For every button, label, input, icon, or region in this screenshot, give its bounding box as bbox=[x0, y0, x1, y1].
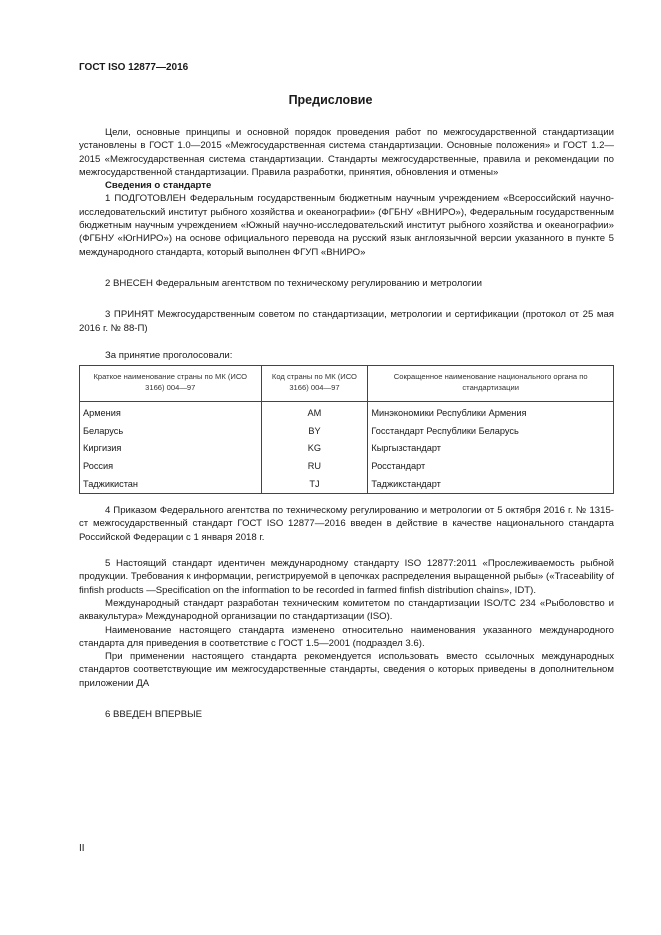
country-code: RU bbox=[261, 458, 368, 476]
country-code: AM bbox=[261, 402, 368, 423]
standards-body: Таджикстандарт bbox=[368, 476, 614, 494]
column-header-code: Код страны по МК (ИСО 3166) 004—97 bbox=[261, 366, 368, 402]
page-number: II bbox=[79, 843, 85, 854]
voting-table bbox=[79, 365, 614, 494]
table-row bbox=[80, 402, 614, 423]
standards-body: Росстандарт bbox=[368, 458, 614, 476]
item-4: 4 Приказом Федерального агентства по техническому регулированию и метрологии от 5 октября 2016 г. № 1315-ст межгосударственный стандарт ГОСТ ISO 12877—2016 введен в действие в качестве национального стандарта Российской Федерации с 1 января 2018 г. bbox=[79, 505, 614, 543]
country-name: Киргизия bbox=[80, 440, 262, 458]
item-5-references: При применении настоящего стандарта рекомендуется использовать вместо ссылочных международных стандартов соответствующие им межгосударственные стандарты, сведения о которых приведены в дополнительном приложении ДА bbox=[79, 651, 614, 689]
country-name: Беларусь bbox=[80, 423, 262, 441]
table-row bbox=[80, 423, 614, 441]
table-row bbox=[80, 458, 614, 476]
page-title: Предисловие bbox=[288, 93, 373, 107]
column-header-body: Сокращенное наименование национального органа по стандартизации bbox=[368, 366, 614, 402]
section-title: Сведения о стандарте bbox=[105, 180, 212, 192]
item-5: 5 Настоящий стандарт идентичен международному стандарту ISO 12877:2011 «Прослеживаемость рыбной продукции. Требования к информации, регистрируемой в цепочках распределения выращенной рыбы» («Traceability of finfish products —Specification on the information to be recorded in farmed finfish distribution chains», IDT). bbox=[79, 558, 614, 596]
item-2: 2 ВНЕСЕН Федеральным агентством по техническому регулированию и метрологии bbox=[105, 277, 483, 289]
item-6: 6 ВВЕДЕН ВПЕРВЫЕ bbox=[105, 708, 203, 720]
table-row bbox=[80, 440, 614, 458]
standards-body: Госстандарт Республики Беларусь bbox=[368, 423, 614, 441]
standards-body: Минэкономики Республики Армения bbox=[368, 402, 614, 423]
intro-paragraph: Цели, основные принципы и основной порядок проведения работ по межгосударственной стандартизации установлены в ГОСТ 1.0—2015 «Межгосударственная система стандартизации. Основные положения» и ГОСТ 1.2—2015 «Межгосударственная система стандартизации. Стандарты межгосударственные, правила и рекомендации по межгосударственной стандартизации. Правила разработки, принятия, обновления и отмены» bbox=[79, 127, 614, 178]
country-name: Таджикистан bbox=[80, 476, 262, 494]
column-header-country: Краткое наименование страны по МК (ИСО 3166) 004—97 bbox=[80, 366, 262, 402]
table-header-row bbox=[80, 366, 614, 402]
item-1: 1 ПОДГОТОВЛЕН Федеральным государственным бюджетным научным учреждением «Всероссийский научно-исследовательский институт рыбного хозяйства и океанографии» (ФГБНУ «ВНИРО»), Федеральным государственным бюджетным научным учреждением «Южный научно-исследовательский институт рыбного хозяйства и океанографии» (ФГБНУ «ЮгНИРО») на основе официального перевода на русский язык англоязычной версии указанного в пункте 5 международного стандарта, который выполнен ФГУП «ВНИРО» bbox=[79, 193, 614, 258]
country-code: KG bbox=[261, 440, 368, 458]
country-code: BY bbox=[261, 423, 368, 441]
country-name: Россия bbox=[80, 458, 262, 476]
vote-label: За принятие проголосовали: bbox=[105, 349, 233, 361]
item-5-title-change: Наименование настоящего стандарта изменено относительно наименования указанного международного стандарта для приведения в соответствие с ГОСТ 1.5—2001 (подраздел 3.6). bbox=[79, 624, 614, 649]
country-name: Армения bbox=[80, 402, 262, 423]
item-5-committee: Международный стандарт разработан техническим комитетом по стандартизации ISO/TC 234 «Рыболовство и аквакультура» Международной организации по стандартизации (ISO). bbox=[79, 597, 614, 623]
document-code: ГОСТ ISO 12877—2016 bbox=[79, 62, 189, 73]
table-row bbox=[80, 476, 614, 494]
country-code: TJ bbox=[261, 476, 368, 494]
foreword-body bbox=[79, 126, 614, 721]
item-3: 3 ПРИНЯТ Межгосударственным советом по стандартизации, метрологии и сертификации (протокол от 25 мая 2016 г. № 88-П) bbox=[79, 309, 614, 334]
standards-body: Кыргызстандарт bbox=[368, 440, 614, 458]
